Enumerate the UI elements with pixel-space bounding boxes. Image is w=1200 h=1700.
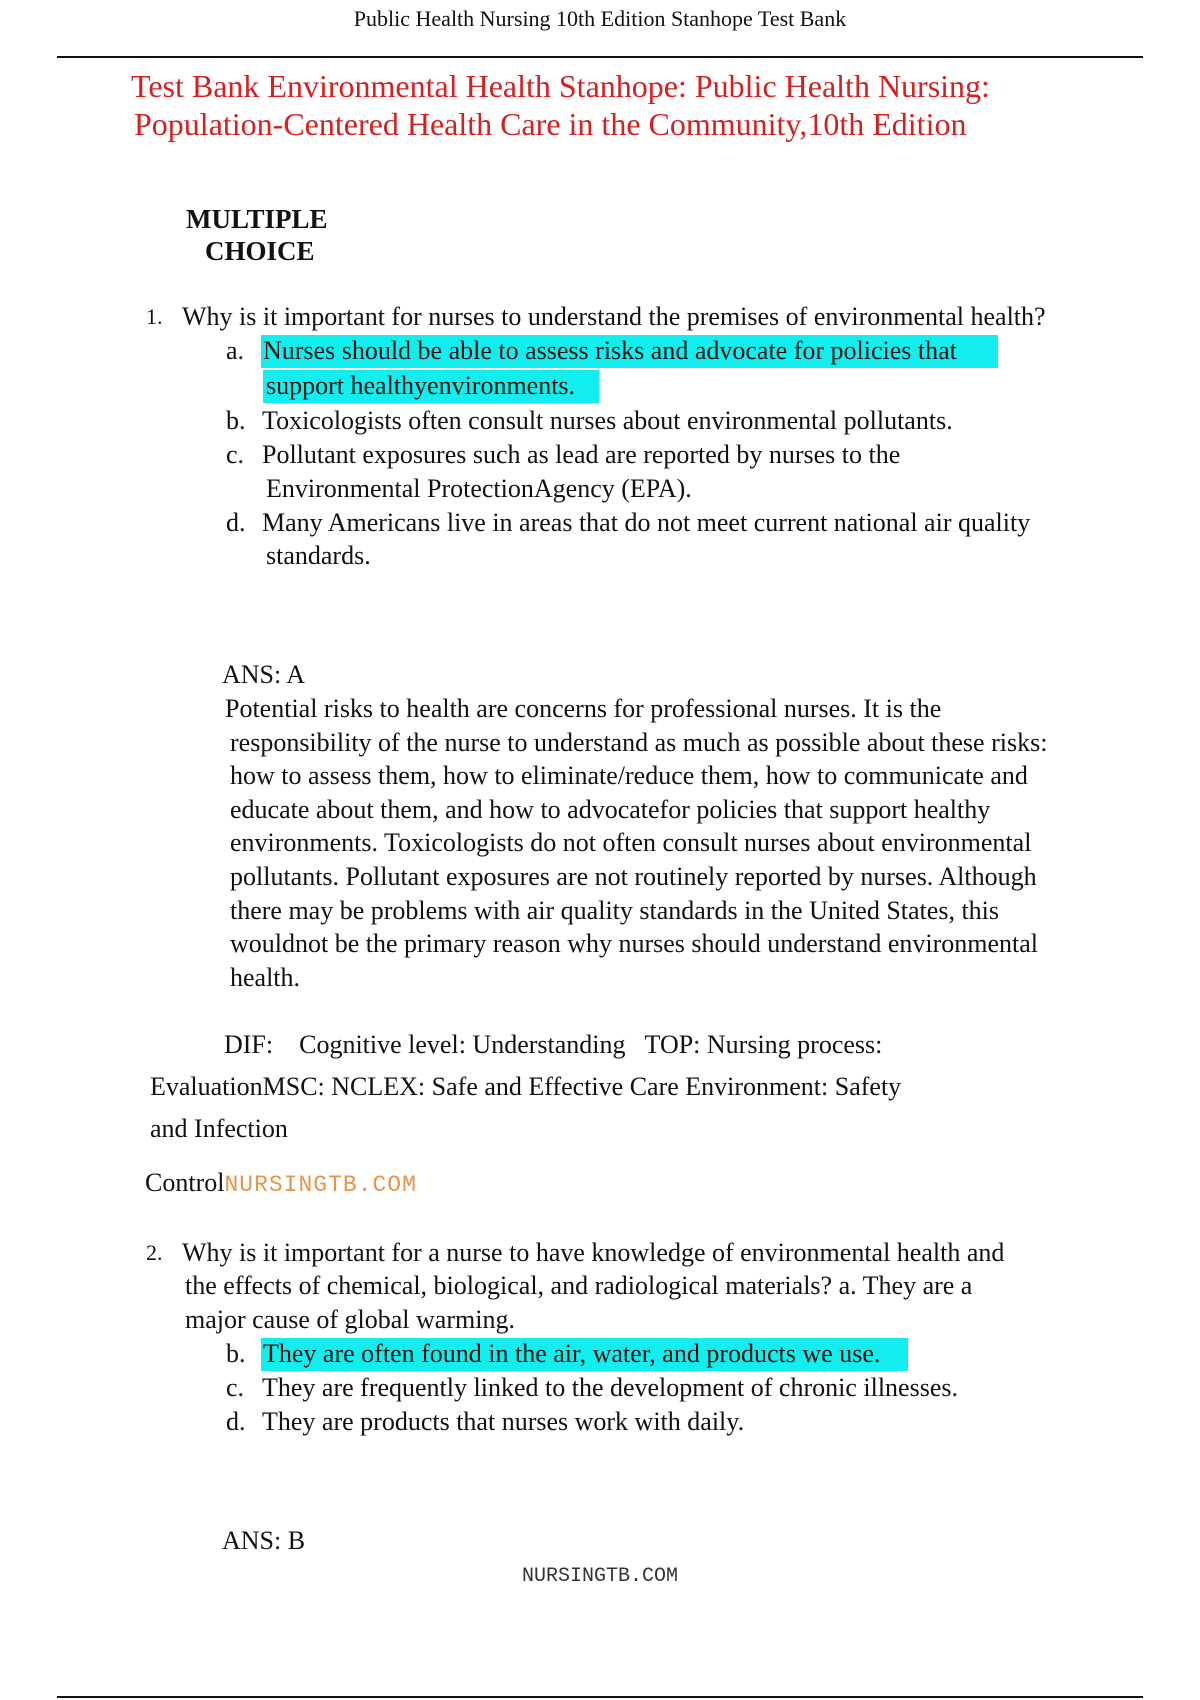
option-text: standards. (266, 541, 371, 570)
page-header: Public Health Nursing 10th Edition Stanhope Test Bank (353, 6, 847, 31)
option-letter: d. (226, 508, 246, 537)
header-divider (57, 56, 1143, 58)
answer-key: ANS: A (222, 660, 306, 689)
option-letter: b. (226, 1339, 246, 1368)
option-text: Toxicologists often consult nurses about environmental pollutants. (262, 406, 953, 435)
rationale-line: pollutants. Pollutant exposures are not routinely reported by nurses. Although (230, 862, 1037, 891)
msc-line: EvaluationMSC: NCLEX: Safe and Effective Care Environment: Safety (150, 1072, 902, 1101)
footer-watermark: NURSINGTB.COM (522, 1565, 679, 1588)
section-heading-line-2: CHOICE (205, 236, 315, 266)
option-text: They are often found in the air, water, and products we use. (263, 1339, 881, 1368)
question-text: Why is it important for a nurse to have knowledge of environmental health and (182, 1238, 1005, 1267)
option-text: Environmental ProtectionAgency (EPA). (266, 474, 692, 503)
watermark-text: NURSINGTB.COM (224, 1172, 417, 1198)
msc-line: and Infection (150, 1114, 288, 1143)
document-title-line-2: Population-Centered Health Care in the Community,10th Edition (134, 106, 967, 142)
difficulty-topic-line: DIF: Cognitive level: Understanding TOP: Nursing process: (224, 1030, 883, 1059)
option-letter: c. (226, 440, 245, 469)
option-text: Nurses should be able to assess risks and advocate for policies that (263, 336, 957, 365)
option-letter: d. (226, 1407, 246, 1436)
section-heading-line-1: MULTIPLE (186, 204, 328, 234)
control-text: Control (145, 1168, 225, 1197)
option-text: Many Americans live in areas that do not meet current national air quality (262, 508, 1031, 537)
rationale-line: wouldnot be the primary reason why nurses should understand environmental (230, 929, 1038, 958)
rationale-line: environments. Toxicologists do not often consult nurses about environmental (230, 828, 1032, 857)
option-text: They are products that nurses work with daily. (262, 1407, 745, 1436)
option-text: support healthyenvironments. (266, 371, 576, 400)
rationale-line: responsibility of the nurse to understand as much as possible about these risks: (230, 728, 1048, 757)
question-text: major cause of global warming. (185, 1305, 515, 1334)
question-number: 1. (146, 304, 163, 329)
option-text: Pollutant exposures such as lead are reported by nurses to the (262, 440, 901, 469)
footer-divider (57, 1696, 1143, 1698)
rationale-line: how to assess them, how to eliminate/reduce them, how to communicate and (230, 761, 1028, 790)
rationale-line: Potential risks to health are concerns for professional nurses. It is the (225, 694, 942, 723)
rationale-line: educate about them, and how to advocatefor policies that support healthy (230, 795, 991, 824)
question-number: 2. (146, 1240, 163, 1265)
option-letter: a. (226, 336, 245, 365)
question-text: the effects of chemical, biological, and radiological materials? a. They are a (185, 1271, 973, 1300)
control-line (145, 1168, 417, 1198)
question-text: Why is it important for nurses to understand the premises of environmental health? (182, 302, 1046, 331)
option-text: They are frequently linked to the development of chronic illnesses. (262, 1373, 958, 1402)
rationale-line: health. (230, 963, 301, 992)
option-letter: c. (226, 1373, 245, 1402)
rationale-line: there may be problems with air quality standards in the United States, this (230, 896, 1000, 925)
option-letter: b. (226, 406, 246, 435)
answer-key: ANS: B (222, 1526, 306, 1555)
document-title-line-1: Test Bank Environmental Health Stanhope: Public Health Nursing: (131, 68, 990, 104)
